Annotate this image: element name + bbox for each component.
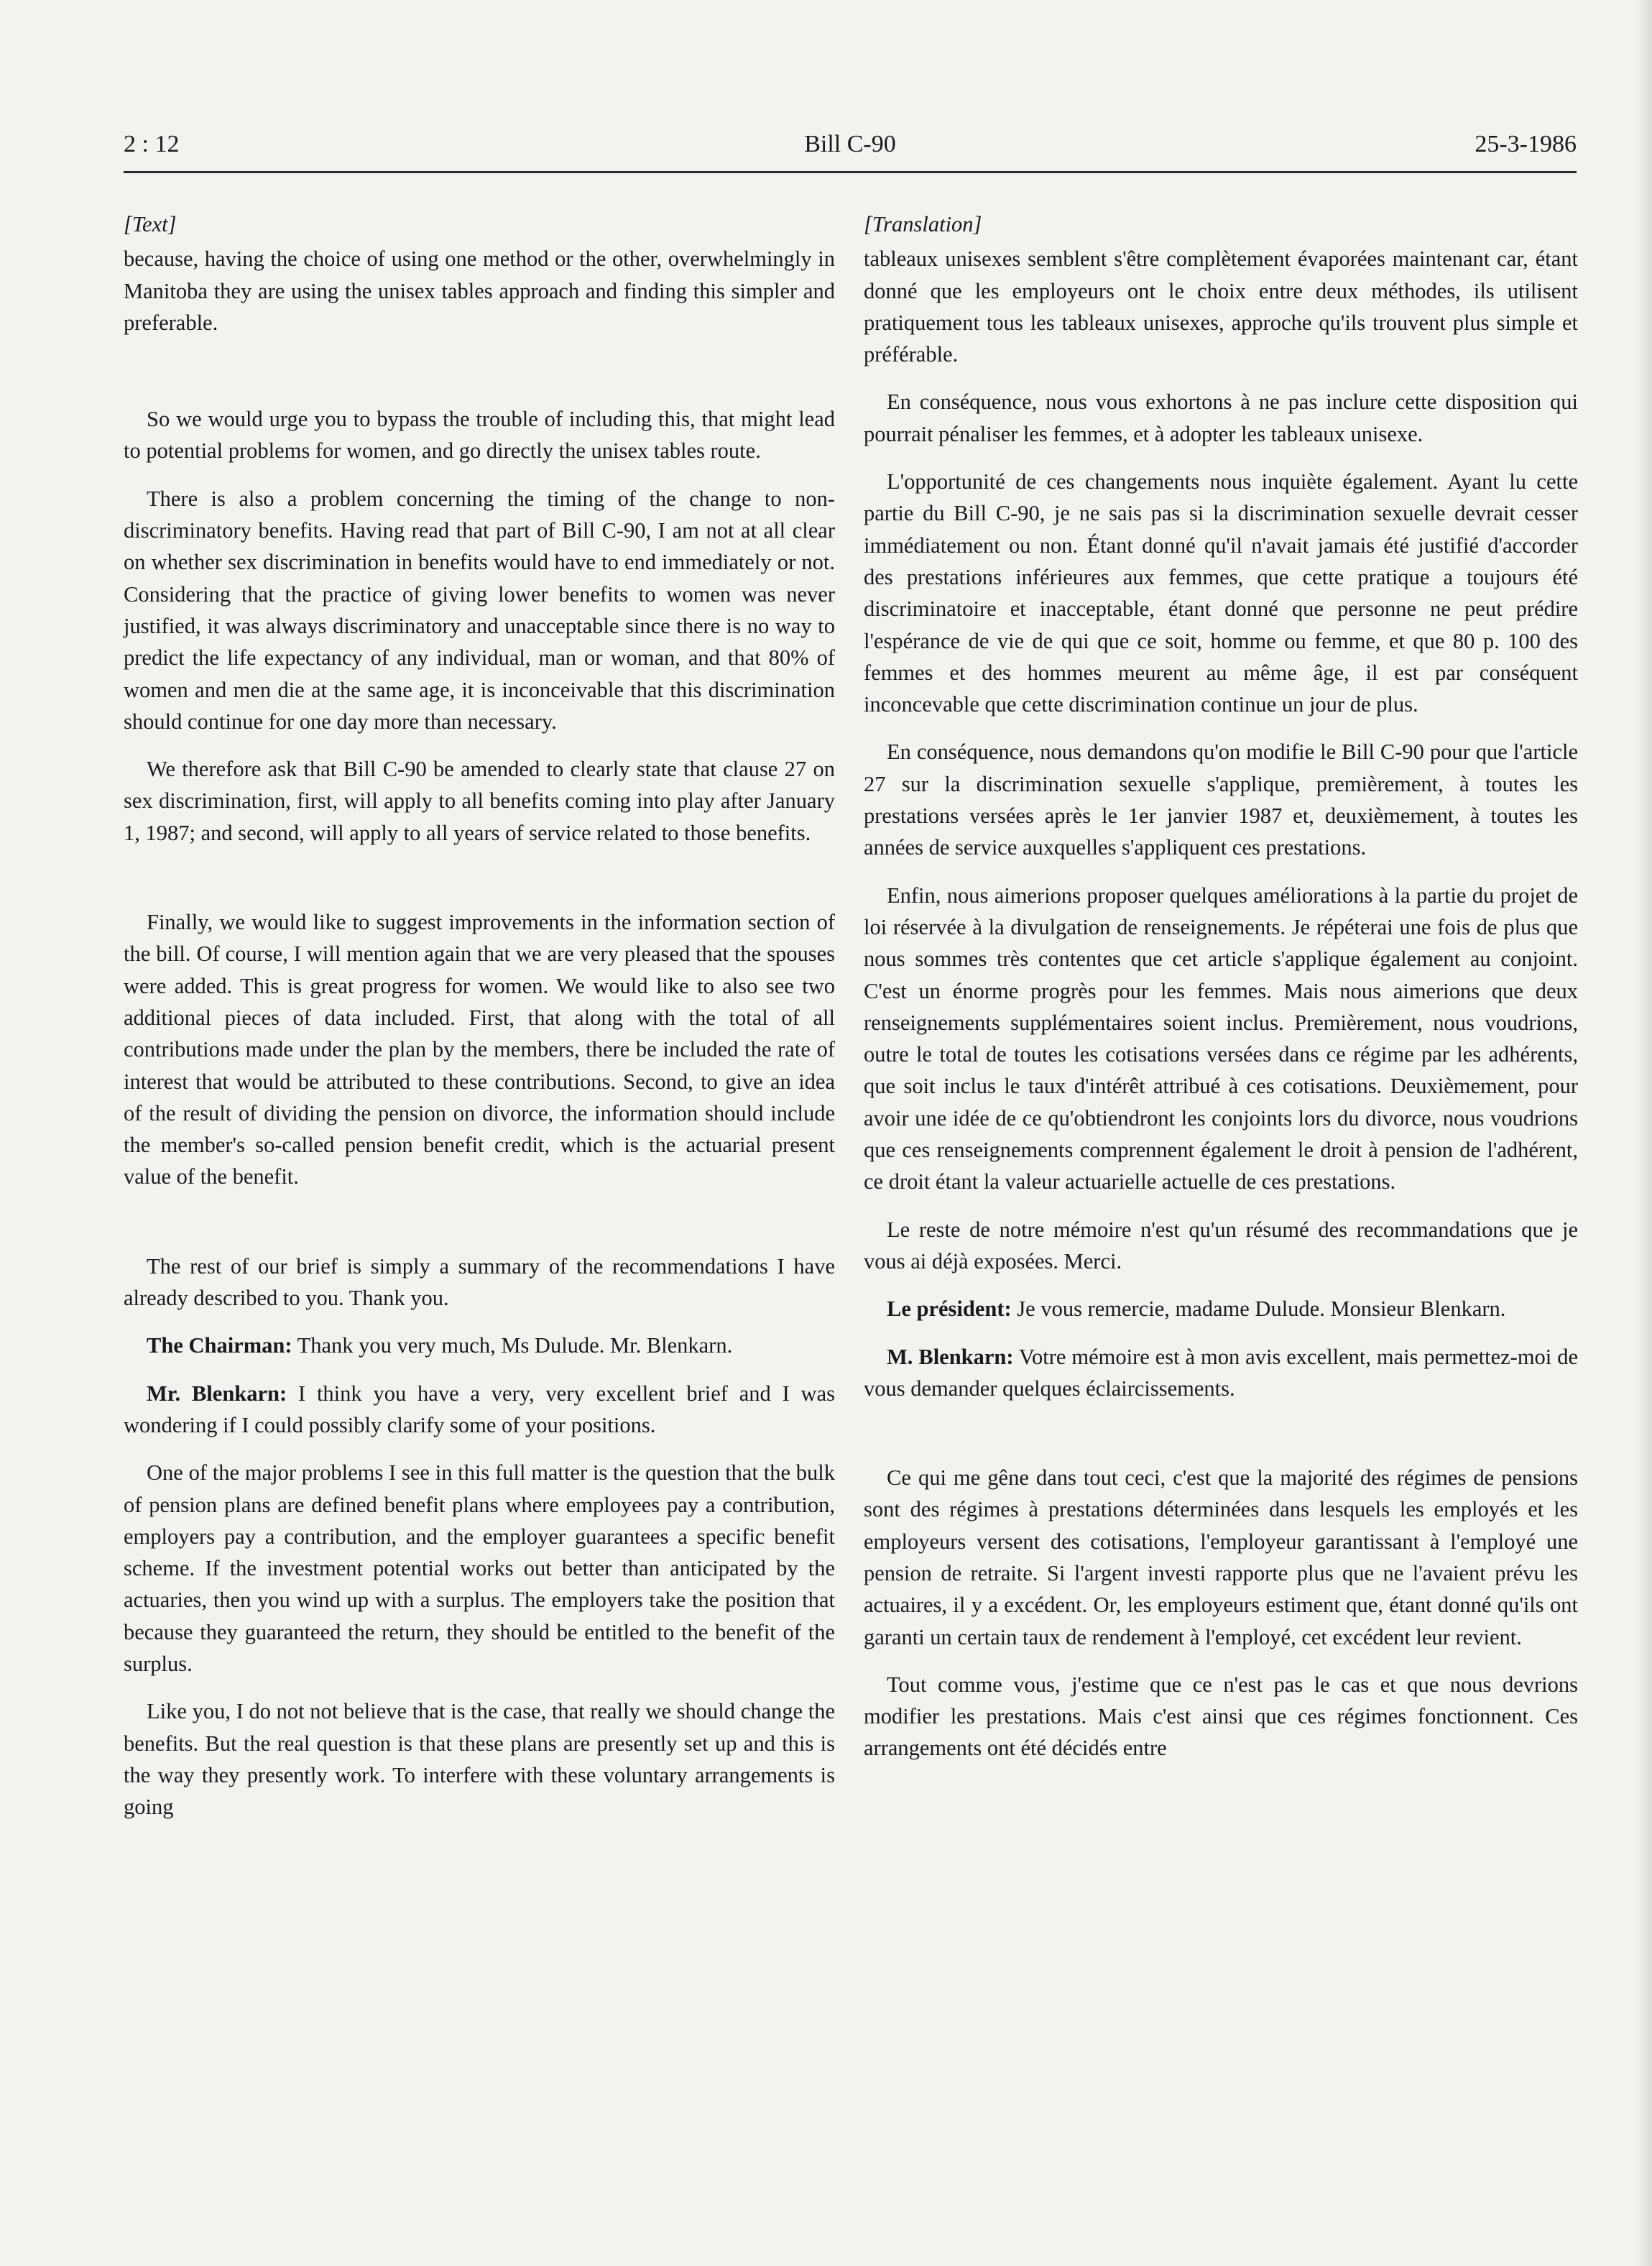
speaker-paragraph bbox=[124, 1330, 835, 1361]
speaker-paragraph bbox=[864, 1341, 1578, 1405]
paragraph: So we would urge you to bypass the trouble of including this, that might lead to potential problems for women, and go directly the unisex tables route. bbox=[124, 407, 835, 464]
speaker-text: Je vous remercie, madame Dulude. Monsieur Blenkarn. bbox=[1011, 1296, 1506, 1322]
paragraph: We therefore ask that Bill C-90 be amended to clearly state that clause 27 on sex discrimination, first, will apply to all benefits coming into play after January 1, 1987; and second, will apply to all years of service related to those benefits. bbox=[124, 757, 835, 845]
speaker-name: Mr. Blenkarn: bbox=[147, 1381, 287, 1406]
speaker-paragraph bbox=[864, 1293, 1578, 1325]
paragraph: En conséquence, nous vous exhortons à ne pas inclure cette disposition qui pourrait pénaliser les femmes, et à adopter les tableaux unisexe. bbox=[864, 390, 1578, 446]
paragraph: Enfin, nous aimerions proposer quelques améliorations à la partie du projet de loi réservée à la divulgation de renseignements. Je répéterai une fois de plus que nous sommes très contentes que cet article s'applique également au conjoint. C'est un énorme progrès pour les femmes. Mais nous aimerions que deux renseignements supplémentaires soient inclus. Premièrement, nous voudrions, outre le total de toutes les cotisations versées dans ce régime par les adhérents, que soit inclus le taux d'intérêt attribué à ces cotisations. Deuxièmement, pour avoir une idée de ce qu'obtiendront les conjoints lors du divorce, nous voudrions que ces renseignements comprennent également le droit à pension de l'adhérent, ce droit étant la valeur actuarielle actuelle de ces prestations. bbox=[864, 883, 1578, 1194]
paragraph: En conséquence, nous demandons qu'on modifie le Bill C-90 pour que l'article 27 sur la discrimination sexuelle s'applique, premièrement, à toutes les prestations versées après le 1er janvier 1987 et, deuxièmement, à toutes les années de service auxquelles s'appliquent ces prestations. bbox=[864, 740, 1578, 860]
french-column bbox=[864, 208, 1578, 1764]
paragraph: L'opportunité de ces changements nous inquiète également. Ayant lu cette partie du Bill C-90, je ne sais pas si la discrimination sexuelle devrait cesser immédiatement ou non. Étant donné qu'il n'avait jamais été justifié d'accorder des prestations inférieures aux femmes, que cette pratique a toujours été discriminatoire et inacceptable, étant donné que personne ne peut prédire l'espérance de vie de qui que ce soit, homme ou femme, et que 80 p. 100 des femmes et des hommes meurent au même âge, il est par conséquent inconcevable que cette discrimination continue un jour de plus. bbox=[864, 469, 1578, 717]
page-edge-shadow bbox=[1636, 0, 1652, 2266]
page-title: Bill C-90 bbox=[804, 131, 896, 157]
page-folio: 2 : 12 bbox=[124, 131, 180, 157]
paragraph: Le reste de notre mémoire n'est qu'un résumé des recommandations que je vous ai déjà exposées. Merci. bbox=[864, 1217, 1578, 1274]
paragraph: One of the major problems I see in this full matter is the question that the bulk of pension plans are defined benefit plans where employees pay a contribution, employers pay a contribution, and the employer guarantees a specific benefit scheme. If the investment potential works out better than anticipated by the actuaries, then you wind up with a surplus. The employers take the position that because they guaranteed the return, they should be entitled to the benefit of the surplus. bbox=[124, 1460, 835, 1676]
page-date: 25-3-1986 bbox=[1475, 131, 1577, 157]
paragraph: tableaux unisexes semblent s'être complètement évaporées maintenant car, étant donné que les employeurs ont le choix entre deux méthodes, ils utilisent pratiquement tous les tableaux unisexes, approche qu'ils trouvent plus simple et préférable. bbox=[864, 247, 1578, 367]
speaker-text: Votre mémoire est à mon avis excellent, mais permettez-moi de vous demander quelques éclaircissements. bbox=[864, 1344, 1578, 1401]
paragraph: Finally, we would like to suggest improvements in the information section of the bill. Of course, I will mention again that we are very pleased that the spouses were added. This is great progress for women. We would like to also see two additional pieces of data included. First, that along with the total of all contributions made under the plan by the members, there be included the rate of interest that would be attributed to these contributions. Second, to give an idea of the result of dividing the pension on divorce, the information should include the member's so-called pension benefit credit, which is the actuarial present value of the benefit. bbox=[124, 910, 835, 1189]
paragraph: There is also a problem concerning the timing of the change to non-discriminatory benefits. Having read that part of Bill C-90, I am not at all clear on whether sex discrimination in benefits would have to end immediately or not. Considering that the practice of giving lower benefits to women was never justified, it was always discriminatory and unacceptable since there is no way to predict the life expectancy of any individual, man or woman, and that 80% of women and men die at the same age, it is inconceivable that this discrimination should continue for one day more than necessary. bbox=[124, 486, 835, 734]
speaker-name: The Chairman: bbox=[147, 1333, 292, 1358]
paragraph: Like you, I do not not believe that is the case, that really we should change the benefits. But the real question is that these plans are presently set up and this is the way they presently work. To interfere with these voluntary arrangements is going bbox=[124, 1699, 835, 1820]
speaker-name: Le président: bbox=[887, 1296, 1012, 1322]
column-label: [Text] bbox=[124, 212, 177, 236]
paragraph: Ce qui me gêne dans tout ceci, c'est que la majorité des régimes de pensions sont des régimes à prestations déterminées dans lesquels les employés et les employeurs versent des cotisations, l'employeur garantissant à l'employé une pension de retraite. Si l'argent investi rapporte plus que ne l'avaient prévu les actuaires, il y a excédent. Or, les employeurs estiment que, étant donné qu'ils ont garanti un certain taux de rendement à l'employé, cet excédent leur revient. bbox=[864, 1465, 1578, 1649]
column-label: [Translation] bbox=[864, 212, 982, 236]
speaker-text: I think you have a very, very excellent brief and I was wondering if I could possibly clarify some of your positions. bbox=[124, 1381, 835, 1437]
speaker-name: M. Blenkarn: bbox=[887, 1344, 1014, 1369]
paragraph: The rest of our brief is simply a summary of the recommendations I have already described to you. Thank you. bbox=[124, 1253, 835, 1311]
paragraph: Tout comme vous, j'estime que ce n'est pas le cas et que nous devrions modifier les prestations. Mais c'est ainsi que ces régimes fonctionnent. Ces arrangements ont été décidés entre bbox=[864, 1672, 1578, 1761]
english-column bbox=[124, 208, 835, 1823]
speaker-text: Thank you very much, Ms Dulude. Mr. Blenkarn. bbox=[292, 1333, 733, 1358]
speaker-paragraph bbox=[124, 1378, 835, 1442]
page-header bbox=[124, 128, 1577, 173]
paragraph: because, having the choice of using one method or the other, overwhelmingly in Manitoba they are using the unisex tables approach and finding this simpler and preferable. bbox=[124, 247, 835, 335]
